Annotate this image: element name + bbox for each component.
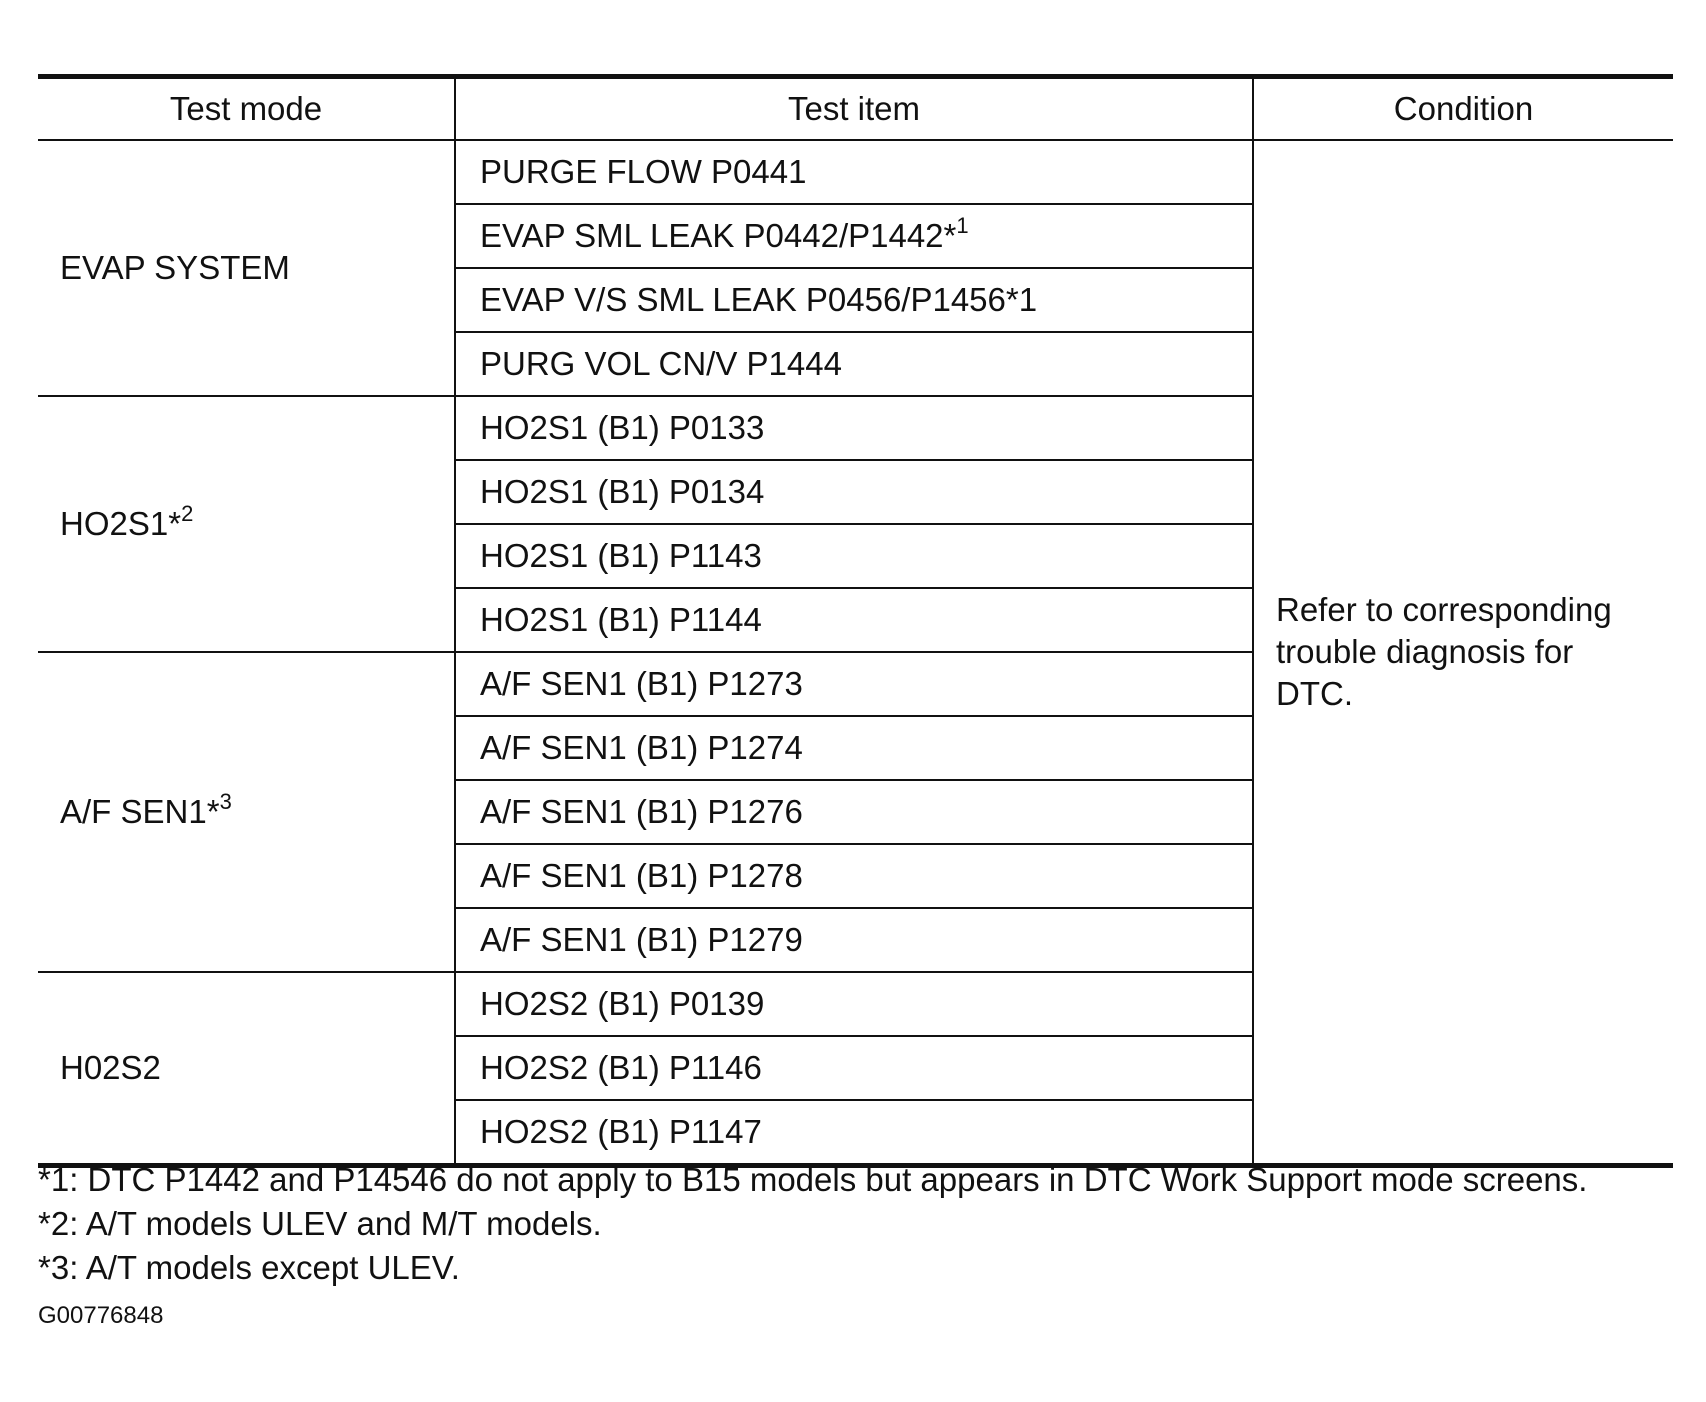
header-condition: Condition <box>1253 77 1673 141</box>
footnote-3: *3: A/T models except ULEV. <box>38 1249 460 1286</box>
test-item-label: HO2S1 (B1) P0134 <box>480 473 765 510</box>
test-item-cell <box>455 268 1253 332</box>
test-mode-note: 3 <box>219 789 232 814</box>
test-item-cell <box>455 524 1253 588</box>
test-item-label: EVAP SML LEAK P0442/P1442* <box>480 217 957 254</box>
test-item-cell <box>455 140 1253 204</box>
test-mode-label: HO2S1* <box>60 505 182 542</box>
test-item-cell <box>455 588 1253 652</box>
footnote-2: *2: A/T models ULEV and M/T models. <box>38 1205 602 1242</box>
test-item-cell <box>455 460 1253 524</box>
test-mode-note: 2 <box>181 501 194 526</box>
test-mode-cell <box>38 972 455 1166</box>
test-item-cell <box>455 332 1253 396</box>
test-mode-cell <box>38 140 455 396</box>
test-item-label: A/F SEN1 (B1) P1273 <box>480 665 803 702</box>
test-item-label: HO2S2 (B1) P0139 <box>480 985 765 1022</box>
test-item-label: A/F SEN1 (B1) P1279 <box>480 921 803 958</box>
test-item-cell <box>455 1036 1253 1100</box>
test-item-label: A/F SEN1 (B1) P1278 <box>480 857 803 894</box>
header-test-mode: Test mode <box>38 77 455 141</box>
test-mode-label: EVAP SYSTEM <box>60 249 290 286</box>
test-mode-label: H02S2 <box>60 1049 161 1086</box>
test-item-cell <box>455 652 1253 716</box>
header-test-item: Test item <box>455 77 1253 141</box>
test-mode-cell <box>38 396 455 652</box>
test-item-cell <box>455 908 1253 972</box>
table-header-row <box>38 77 1673 141</box>
footnote-1: *1: DTC P1442 and P14546 do not apply to B15 models but appears in DTC Work Support mode screens. <box>38 1161 1588 1198</box>
test-item-label: A/F SEN1 (B1) P1276 <box>480 793 803 830</box>
test-item-cell <box>455 716 1253 780</box>
test-item-cell <box>455 204 1253 268</box>
test-item-label: HO2S2 (B1) P1147 <box>480 1113 762 1150</box>
condition-text: Refer to corresponding trouble diagnosis for DTC. <box>1276 591 1612 712</box>
test-item-note: 1 <box>956 213 969 238</box>
figure-id: G00776848 <box>38 1302 164 1329</box>
test-item-cell <box>455 844 1253 908</box>
footnotes <box>38 1158 1587 1290</box>
test-item-label: EVAP V/S SML LEAK P0456/P1456*1 <box>480 281 1038 318</box>
test-item-label: PURG VOL CN/V P1444 <box>480 345 842 382</box>
condition-cell <box>1253 140 1673 1166</box>
test-item-label: HO2S1 (B1) P1144 <box>480 601 762 638</box>
test-item-label: HO2S1 (B1) P0133 <box>480 409 765 446</box>
test-item-cell <box>455 972 1253 1036</box>
test-item-cell <box>455 396 1253 460</box>
test-item-label: HO2S2 (B1) P1146 <box>480 1049 762 1086</box>
test-mode-label: A/F SEN1* <box>60 793 220 830</box>
test-item-label: HO2S1 (B1) P1143 <box>480 537 762 574</box>
table-row <box>38 140 1673 204</box>
test-item-label: PURGE FLOW P0441 <box>480 153 807 190</box>
test-item-cell <box>455 1100 1253 1166</box>
test-mode-table <box>38 74 1673 1168</box>
table-body <box>38 140 1673 1166</box>
test-item-cell <box>455 780 1253 844</box>
test-item-label: A/F SEN1 (B1) P1274 <box>480 729 803 766</box>
test-mode-cell <box>38 652 455 972</box>
